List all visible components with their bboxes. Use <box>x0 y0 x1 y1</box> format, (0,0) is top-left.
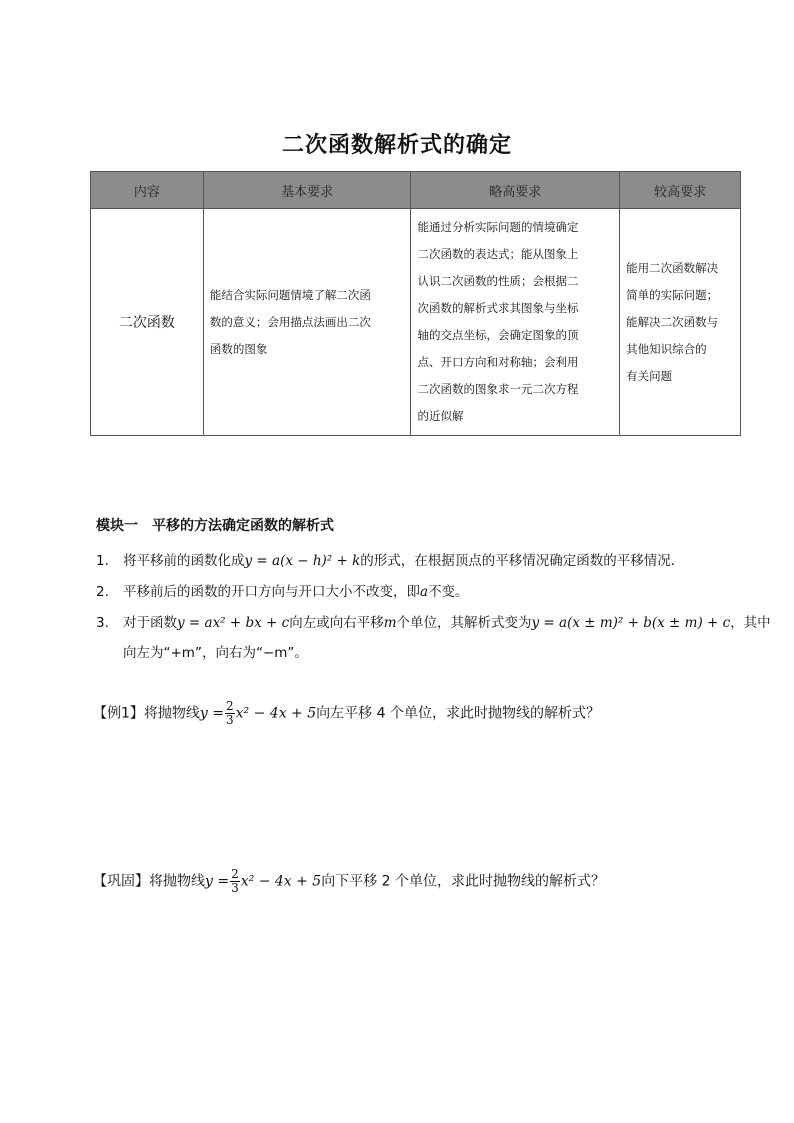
requirements-table <box>90 171 741 436</box>
higher-line: 二次函数的表达式；能从图象上 <box>417 247 579 261</box>
item-number: 3. <box>96 615 109 631</box>
item-text: 的形式，在根据顶点的平移情况确定函数的平移情况． <box>360 553 685 569</box>
basic-line: 函数的图象 <box>209 341 268 356</box>
item-number: 1. <box>96 553 109 569</box>
highest-line: 简单的实际问题； <box>626 287 719 302</box>
higher-line: 轴的交点坐标，会确定图象的顶 <box>417 328 579 342</box>
vertex-formula: y = a(x − h)² + k <box>244 553 361 569</box>
higher-requirement <box>411 209 620 436</box>
equation-rhs: x² − 4x + 5 <box>235 705 317 722</box>
item-text: 向左或向右平移 <box>289 615 384 631</box>
higher-line: 二次函数的图象求一元二次方程 <box>417 382 579 396</box>
higher-line: 次函数的解析式求其图象与坐标 <box>417 301 579 315</box>
example-text: 向左平移 4 个单位，求此时抛物线的解析式？ <box>316 705 600 722</box>
higher-line: 点、开口方向和对称轴；会利用 <box>417 355 579 369</box>
shifted-formula: y = a(x ± m)² + b(x ± m) + c <box>531 615 731 631</box>
row-label: 二次函数 <box>91 209 204 436</box>
item-text: ，其中 <box>730 615 771 631</box>
section-heading: 模块一 平移的方法确定函数的解析式 <box>96 518 334 534</box>
example-label: 【例1】 <box>93 705 144 722</box>
item-continuation: 向左为“+m”，向右为“−m”。 <box>123 645 308 661</box>
equation-rhs: x² − 4x + 5 <box>240 873 322 890</box>
highest-line: 能解决二次函数与 <box>626 314 719 329</box>
basic-line: 数的意义；会用描点法画出二次 <box>209 314 371 329</box>
highest-line: 其他知识综合的 <box>626 341 707 356</box>
exercise-text: 将抛物线 <box>149 873 205 890</box>
header-highest: 较高要求 <box>620 172 741 209</box>
highest-line: 有关问题 <box>626 368 673 383</box>
fraction-denominator: 3 <box>231 881 239 895</box>
list-item <box>96 580 469 600</box>
general-formula: y = ax² + bx + c <box>177 615 290 631</box>
higher-line: 能通过分析实际问题的情境确定 <box>417 220 579 234</box>
list-item <box>96 549 684 569</box>
consolidation-exercise <box>93 868 605 895</box>
item-text: 对于函数 <box>123 615 177 631</box>
header-higher: 略高要求 <box>411 172 620 209</box>
fraction <box>230 868 240 895</box>
basic-requirement <box>203 209 411 436</box>
exercise-text: 向下平移 2 个单位，求此时抛物线的解析式？ <box>321 873 606 890</box>
item-text: 个单位，其解析式变为 <box>396 615 532 631</box>
highest-requirement <box>620 209 741 436</box>
equation-lhs: y = <box>199 705 225 722</box>
item-number: 2. <box>96 584 109 600</box>
table-header-row <box>91 172 741 209</box>
table-row <box>91 209 741 436</box>
highest-line: 能用二次函数解决 <box>626 260 719 275</box>
page-title: 二次函数解析式的确定 <box>281 133 512 158</box>
equation-lhs: y = <box>205 873 230 890</box>
higher-line: 认识二次函数的性质；会根据二 <box>417 274 579 288</box>
higher-line: 的近似解 <box>417 409 464 423</box>
exercise-label: 【巩固】 <box>93 873 149 890</box>
variable-a: a <box>420 584 429 600</box>
fraction-numerator: 2 <box>226 699 234 713</box>
fraction <box>225 700 235 727</box>
example-1 <box>93 700 600 727</box>
variable-m: m <box>383 615 397 631</box>
basic-line: 能结合实际问题情境了解二次函 <box>209 287 371 302</box>
item-text: 平移前后的函数的开口方向与开口大小不改变，即 <box>123 584 420 600</box>
item-text: 不变。 <box>428 584 469 600</box>
header-content: 内容 <box>91 172 204 209</box>
fraction-numerator: 2 <box>231 867 239 881</box>
list-item <box>96 611 771 631</box>
example-text: 将抛物线 <box>143 705 200 722</box>
item-text: 将平移前的函数化成 <box>123 553 245 569</box>
header-basic: 基本要求 <box>203 172 411 209</box>
fraction-denominator: 3 <box>226 713 234 727</box>
